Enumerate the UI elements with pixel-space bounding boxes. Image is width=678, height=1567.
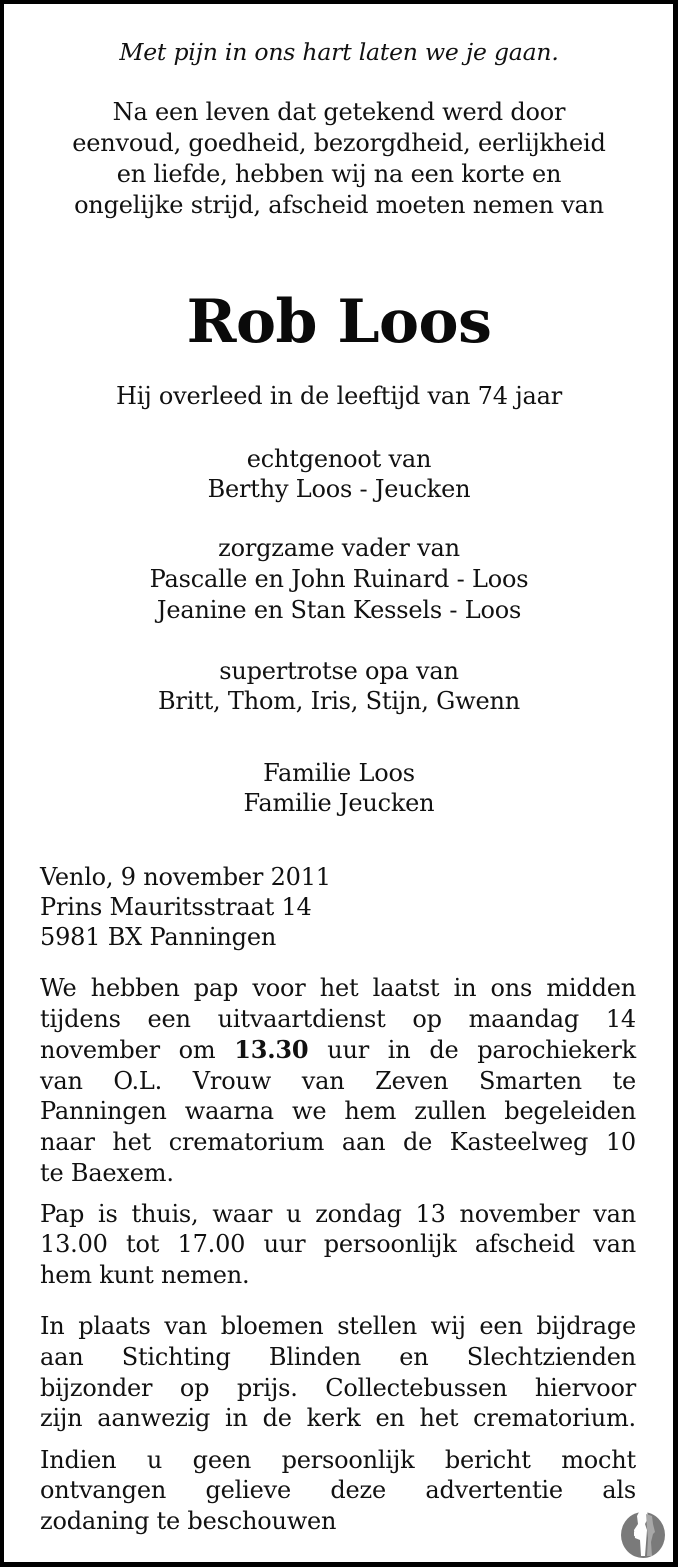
- donation-line: zijn aanwezig in de kerk en het crematorium.: [40, 1404, 636, 1432]
- intro-line: en liefde, hebben wij na een korte en: [116, 160, 562, 188]
- service-text: november om: [40, 1036, 235, 1064]
- service-line: Panningen waarna we hem zullen begeleiden: [40, 1097, 636, 1125]
- deceased-name: Rob Loos: [186, 287, 492, 357]
- opening-line: Met pijn in ons hart laten we je gaan.: [119, 38, 559, 66]
- service-line: We hebben pap voor het laatst in ons midden: [40, 974, 636, 1002]
- grandchildren-label: supertrotse opa van: [219, 657, 459, 685]
- closing-line: Indien u geen persoonlijk bericht mocht: [40, 1446, 636, 1474]
- spouse-label: echtgenoot van: [246, 445, 432, 473]
- closing-line: zodaning te beschouwen: [40, 1507, 337, 1535]
- service-time: 13.30: [234, 1035, 309, 1064]
- visitation-line: hem kunt nemen.: [40, 1261, 250, 1289]
- intro-line: eenvoud, goedheid, bezorgdheid, eerlijkheid: [72, 129, 606, 157]
- child-name: Jeanine en Stan Kessels - Loos: [156, 596, 522, 624]
- visitation-line: Pap is thuis, waar u zondag 13 november van: [40, 1200, 636, 1228]
- service-line: naar het crematorium aan de Kasteelweg 10: [40, 1128, 636, 1156]
- intro-line: ongelijke strijd, afscheid moeten nemen van: [74, 191, 604, 219]
- donation-line: aan Stichting Blinden en Slechtzienden: [40, 1343, 636, 1371]
- children-label: zorgzame vader van: [218, 534, 460, 562]
- place-date: Venlo, 9 november 2011: [40, 863, 331, 891]
- child-name: Pascalle en John Ruinard - Loos: [149, 565, 529, 593]
- embracing-figures-logo-icon: [620, 1508, 666, 1558]
- donation-line: In plaats van bloemen stellen wij een bijdrage: [40, 1312, 636, 1340]
- family-name: Familie Jeucken: [243, 789, 435, 817]
- service-line: te Baexem.: [40, 1159, 174, 1187]
- grandchildren-names: Britt, Thom, Iris, Stijn, Gwenn: [157, 687, 520, 715]
- spouse-name: Berthy Loos - Jeucken: [207, 475, 471, 503]
- donation-line: bijzonder op prijs. Collectebussen hiervoor: [40, 1374, 636, 1402]
- service-line: tijdens een uitvaartdienst op maandag 14: [40, 1005, 636, 1033]
- address-line: 5981 BX Panningen: [40, 923, 277, 951]
- service-text: uur in de parochiekerk: [308, 1036, 637, 1064]
- service-line: [40, 1035, 636, 1065]
- closing-line: ontvangen gelieve deze advertentie als: [40, 1476, 636, 1504]
- address-line: Prins Mauritsstraat 14: [40, 893, 312, 921]
- service-line: van O.L. Vrouw van Zeven Smarten te: [40, 1067, 636, 1095]
- age-line: Hij overleed in de leeftijd van 74 jaar: [116, 382, 562, 410]
- family-name: Familie Loos: [263, 759, 415, 787]
- visitation-line: 13.00 tot 17.00 uur persoonlijk afscheid van: [40, 1230, 636, 1258]
- intro-line: Na een leven dat getekend werd door: [112, 98, 566, 126]
